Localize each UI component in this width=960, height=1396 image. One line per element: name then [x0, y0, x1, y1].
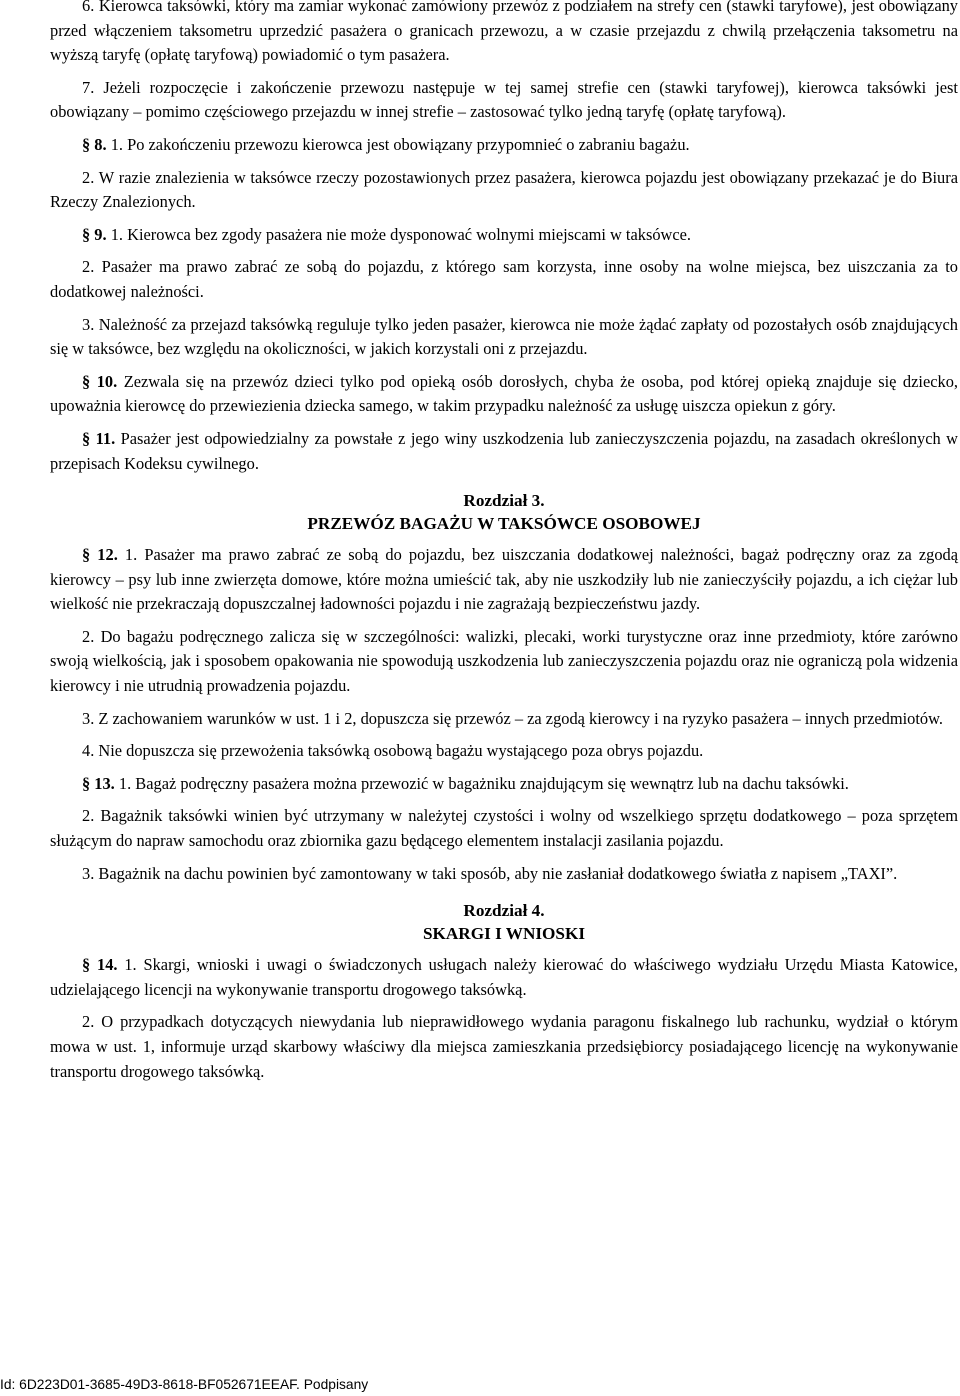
item-number: 1. [124, 955, 137, 975]
paragraph-text: Skargi, wnioski i uwagi o świadczonych usługach należy kierować do właściwego wydziału Urzędu Miasta Katowice, udzielającego licencji na wykonywanie transportu drogowego taksówką. [50, 955, 958, 999]
item-number: 2. [82, 257, 95, 277]
section-11 [50, 427, 958, 476]
paragraph-text: Pasażer ma prawo zabrać ze sobą do pojazdu, z którego sam korzysta, inne osoby na wolne miejsca, bez uiszczania za to dodatkowej należności. [50, 257, 958, 301]
section-number: § 13. [82, 773, 115, 793]
section-12-item-3 [50, 707, 958, 732]
chapter-title: PRZEWÓZ BAGAŻU W TAKSÓWCE OSOBOWEJ [307, 513, 701, 533]
item-number: 1. [124, 545, 138, 565]
section-12-item-1 [50, 543, 958, 617]
paragraph-6 [50, 0, 958, 68]
paragraph-text: Jeżeli rozpoczęcie i zakończenie przewozu następuje w tej samej strefie cen (stawki taryfowej), kierowca taksówki jest obowiązany – pomimo częściowego przejazdu w innej strefie – zastosować tylko jedną taryfę (opłatę taryfową). [50, 77, 958, 122]
chapter-title: SKARGI I WNIOSKI [422, 923, 586, 943]
item-number: 3. [82, 314, 95, 334]
document-page [50, 0, 958, 1092]
section-13-item-2 [50, 804, 958, 853]
chapter-label: Rozdział 3. [463, 491, 545, 511]
section-number: § 10. [82, 371, 118, 391]
section-14-item-2 [50, 1010, 958, 1084]
section-number: § 8. [82, 134, 107, 154]
paragraph-number: 7. [82, 77, 95, 97]
item-number: 2. [82, 167, 95, 187]
item-number: 1. [110, 134, 123, 154]
paragraph-text: Kierowca bez zgody pasażera nie może dysponować wolnymi miejscami w taksówce. [127, 224, 692, 244]
section-13-item-1 [50, 772, 958, 797]
paragraph-number: 6. [82, 0, 95, 15]
section-13-item-3 [50, 862, 958, 887]
item-number: 1. [110, 224, 123, 244]
section-9-item-3 [50, 313, 958, 362]
section-9-item-2 [50, 255, 958, 304]
paragraph-text: Nie dopuszcza się przewożenia taksówką osobową bagażu wystającego poza obrys pojazdu. [98, 741, 704, 761]
paragraph-text: Pasażer jest odpowiedzialny za powstałe z jego winy uszkodzenia lub zanieczyszczenia pojazdu, na zasadach określonych w przepisach Kodeksu cywilnego. [50, 428, 958, 473]
section-12-item-4 [50, 739, 958, 764]
section-number: § 11. [82, 428, 116, 448]
paragraph-text: Bagaż podręczny pasażera można przewozić w bagażniku znajdującym się wewnątrz lub na dachu taksówki. [135, 773, 849, 793]
item-number: 3. [82, 863, 95, 883]
chapter-4-heading [50, 900, 958, 945]
paragraph-text: Zezwala się na przewóz dzieci tylko pod opieką osób dorosłych, chyba że osoba, pod której opieką znajduje się dziecko, upoważnia kierowcę do przewiezienia dziecka samego, w takim przypadku należność za usługę uiszcza opiekun z góry. [50, 371, 958, 416]
paragraph-text: Pasażer ma prawo zabrać ze sobą do pojazdu, bez uiszczania dodatkowej należności, bagaż podręczny oraz za zgodą kierowcy – psy lub inne zwierzęta domowe, które można umieścić tak, aby nie uszkodziły lub nie zanieczyściły pojazdu, a ich ciężar lub wielkość nie przekraczają dopuszczalnej ładowności pojazdu i nie zagrażają bezpieczeństwu jazdy. [50, 545, 959, 614]
item-number: 1. [118, 773, 132, 793]
section-number: § 9. [82, 224, 107, 244]
section-14-item-1 [50, 953, 958, 1002]
item-number: 3. [82, 708, 95, 728]
chapter-label: Rozdział 4. [463, 901, 545, 921]
section-8-item-2 [50, 166, 958, 215]
paragraph-7 [50, 76, 958, 125]
section-number: § 12. [82, 545, 118, 565]
paragraph-text: Kierowca taksówki, który ma zamiar wykonać zamówiony przewóz z podziałem na strefy cen (stawki taryfowe), jest obowiązany przed włączeniem taksometru uprzedzić pasażera o granicach przewozu, a w czasie przejazdu z chwilą przełączenia taksometru na wyższą taryfę (opłatę taryfową) powiadomić o tym pasażera. [50, 0, 958, 65]
section-8-item-1 [50, 133, 958, 158]
paragraph-text: Bagażnik taksówki winien być utrzymany w należytej czystości i wolny od wszelkiego sprzętu dodatkowego – poza sprzętem służącym do napraw samochodu oraz zbiornika gazu będącego elementem instalacji zasilania pojazdu. [50, 806, 958, 851]
section-12-item-2 [50, 625, 958, 699]
paragraph-text: Należność za przejazd taksówką reguluje tylko jeden pasażer, kierowca nie może żądać zapłaty od pozostałych osób znajdujących się w taksówce, bez względu na okoliczności, w jakich korzystali oni z przejazdu. [50, 314, 959, 359]
document-id-footer: Id: 6D223D01-3685-49D3-8618-BF052671EEAF. Podpisany [0, 1377, 369, 1392]
chapter-3-heading [50, 490, 958, 535]
paragraph-text: W razie znalezienia w taksówce rzeczy pozostawionych przez pasażera, kierowca pojazdu jest obowiązany przekazać je do Biura Rzeczy Znalezionych. [50, 167, 958, 212]
paragraph-text: Z zachowaniem warunków w ust. 1 i 2, dopuszcza się przewóz – za zgodą kierowcy i na ryzyko pasażera – innych przedmiotów. [98, 708, 943, 728]
item-number: 4. [82, 741, 95, 761]
paragraph-text: O przypadkach dotyczących niewydania lub nieprawidłowego wydania paragonu fiskalnego lub rachunku, wydział o którym mowa w ust. 1, informuje urząd skarbowy właściwy dla miejsca zamieszkania przedsiębiorcy posiadającego licencję na wykonywanie transportu drogowego taksówką. [50, 1012, 958, 1081]
paragraph-text: Do bagażu podręcznego zalicza się w szczególności: walizki, plecaki, worki turystyczne oraz inne przedmioty, które zarówno swoją wielkością, jak i sposobem opakowania nie spowodują uszkodzenia lub zanieczyszczenia pojazdu oraz nie ograniczą pola widzenia kierowcy i nie utrudnią prowadzenia pojazdu. [50, 626, 958, 696]
section-number: § 14. [82, 955, 118, 975]
paragraph-text: Po zakończeniu przewozu kierowca jest obowiązany przypomnieć o zabraniu bagażu. [127, 134, 690, 154]
paragraph-text: Bagażnik na dachu powinien być zamontowany w taki sposób, aby nie zasłaniał dodatkowego światła z napisem „TAXI”. [98, 863, 898, 883]
item-number: 2. [82, 626, 95, 646]
item-number: 2. [82, 1012, 95, 1032]
section-9-item-1 [50, 223, 958, 248]
item-number: 2. [82, 806, 95, 826]
section-10 [50, 370, 958, 419]
